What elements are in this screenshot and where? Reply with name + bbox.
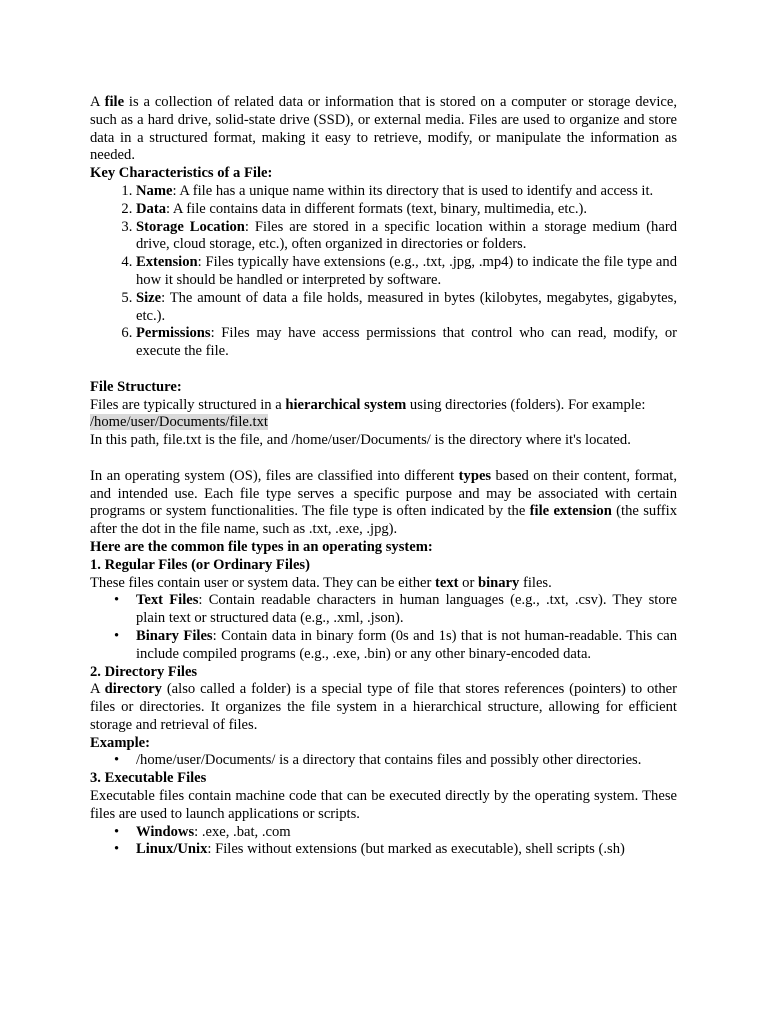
directory-example-list — [90, 752, 677, 770]
regular-text-e: files. — [519, 574, 552, 591]
directory-term: directory — [104, 681, 162, 698]
directory-files-heading: 2. Directory Files — [90, 663, 198, 680]
regular-files-heading: 1. Regular Files (or Ordinary Files) — [90, 556, 310, 573]
key-characteristics-heading: Key Characteristics of a File: — [90, 165, 273, 182]
key-characteristics-list — [90, 183, 677, 361]
path-explanation: In this path, file.txt is the file, and /home/user/Documents/ is the directory where it's located. — [90, 432, 631, 449]
blank-line — [90, 361, 677, 379]
list-item-term: Text Files — [136, 592, 199, 609]
list-item-term: Extension — [136, 254, 198, 271]
directory-text-c: (also called a folder) is a special type of file that stores references (pointers) to other files or directories. It organizes the file system in a hierarchical structure, allowing for efficient storage and retrieval of files. — [90, 681, 678, 733]
list-item-term: Windows — [136, 823, 195, 840]
types-term: types — [458, 467, 492, 484]
types-text-a: In an operating system (OS), files are classified into different — [90, 467, 459, 484]
example-label: Example: — [90, 734, 150, 751]
list-item-term: Permissions — [136, 325, 211, 342]
list-item-term: Name — [136, 182, 173, 199]
document-page — [90, 94, 677, 859]
file-types-intro-paragraph — [90, 468, 677, 539]
list-item — [114, 823, 677, 842]
bullet-icon: • — [114, 627, 120, 644]
list-item-text: : Contain readable characters in human languages (e.g., .txt, .csv). They store plain text or structured data (e.g., .xml, .json). — [136, 592, 677, 627]
list-item-text: : Contain data in binary form (0s and 1s) that is not human-readable. This can include compiled programs (e.g., .exe, .bin) or any other binary-encoded data. — [136, 627, 677, 662]
regular-term-text: text — [435, 574, 459, 591]
file-extension-term: file extension — [529, 503, 612, 520]
executable-files-heading: 3. Executable Files — [90, 770, 207, 787]
list-item — [114, 592, 677, 628]
blank-line — [90, 450, 677, 468]
intro-text-c: is a collection of related data or information that is stored on a computer or storage device, such as a hard drive, solid-state drive (SSD), or external media. Files are used to organize and store data in a structured format, making it easy to retrieve, modify, or manipulate the information as needed. — [90, 94, 677, 164]
regular-files-paragraph — [90, 575, 677, 593]
directory-text-a: A — [90, 681, 105, 698]
intro-term-file: file — [104, 94, 125, 110]
intro-text-a: A — [90, 94, 105, 110]
list-item — [136, 290, 677, 326]
list-item — [114, 841, 677, 859]
regular-term-binary: binary — [477, 574, 520, 591]
list-item — [136, 183, 677, 201]
list-item-text: : Files typically have extensions (e.g., .txt, .jpg, .mp4) to indicate the file type and how it should be handled or interpreted by software. — [136, 254, 677, 288]
bullet-icon: • — [114, 841, 120, 858]
example-path-line — [90, 414, 677, 432]
list-item-text: : Files without extensions (but marked as executable), shell scripts (.sh) — [207, 841, 625, 858]
intro-paragraph — [90, 94, 677, 165]
types-text-e: (the suffix after the dot in the file name, such as .txt, .exe, .jpg). — [90, 503, 677, 538]
list-item-text: : A file contains data in different formats (text, binary, multimedia, etc.). — [166, 200, 588, 217]
list-item-text: : Files are stored in a specific location within a storage medium (hard drive, cloud storage, etc.), often organized in directories or folders. — [136, 218, 677, 253]
list-item-text: : Files may have access permissions that control who can read, modify, or execute the file. — [136, 325, 677, 360]
file-structure-paragraph — [90, 397, 677, 415]
executable-files-paragraph: Executable files contain machine code that can be executed directly by the operating system. These files are used to launch applications or scripts. — [90, 788, 677, 822]
structure-term: hierarchical system — [285, 396, 407, 413]
example-path: /home/user/Documents/file.txt — [90, 414, 268, 431]
bullet-icon: • — [114, 823, 120, 840]
list-item — [136, 219, 677, 255]
common-file-types-heading: Here are the common file types in an operating system: — [90, 538, 433, 555]
regular-text-a: These files contain user or system data. They can be either — [90, 574, 435, 591]
regular-files-list — [90, 592, 677, 663]
list-item-text: : A file has a unique name within its directory that is used to identify and access it. — [172, 182, 654, 199]
list-item — [136, 254, 677, 290]
list-item — [114, 752, 677, 770]
structure-text-c: using directories (folders). For example: — [406, 396, 646, 413]
list-item-term: Size — [136, 289, 162, 306]
regular-text-c: or — [458, 574, 478, 591]
types-text-c: based on their content, format, and intended use. Each file type serves a specific purpose and may be associated with certain programs or system functionalities. The file type is often indicated by the — [90, 467, 677, 520]
list-item — [136, 325, 677, 361]
executable-files-list — [90, 824, 677, 860]
list-item-term: Linux/Unix — [136, 841, 208, 858]
list-item — [136, 201, 677, 219]
structure-text-a: Files are typically structured in a — [90, 396, 286, 413]
file-structure-heading: File Structure: — [90, 378, 182, 395]
directory-files-paragraph — [90, 681, 677, 734]
list-item — [114, 627, 677, 664]
list-item-text: /home/user/Documents/ is a directory that contains files and possibly other directories. — [136, 752, 642, 769]
list-item-term: Binary Files — [136, 627, 213, 644]
list-item-term: Storage Location — [136, 218, 245, 235]
bullet-icon: • — [114, 592, 120, 609]
list-item-text: : .exe, .bat, .com — [194, 823, 291, 840]
list-item-term: Data — [136, 200, 166, 217]
bullet-icon: • — [114, 752, 120, 769]
list-item-text: : The amount of data a file holds, measured in bytes (kilobytes, megabytes, gigabytes, etc.). — [136, 289, 677, 324]
